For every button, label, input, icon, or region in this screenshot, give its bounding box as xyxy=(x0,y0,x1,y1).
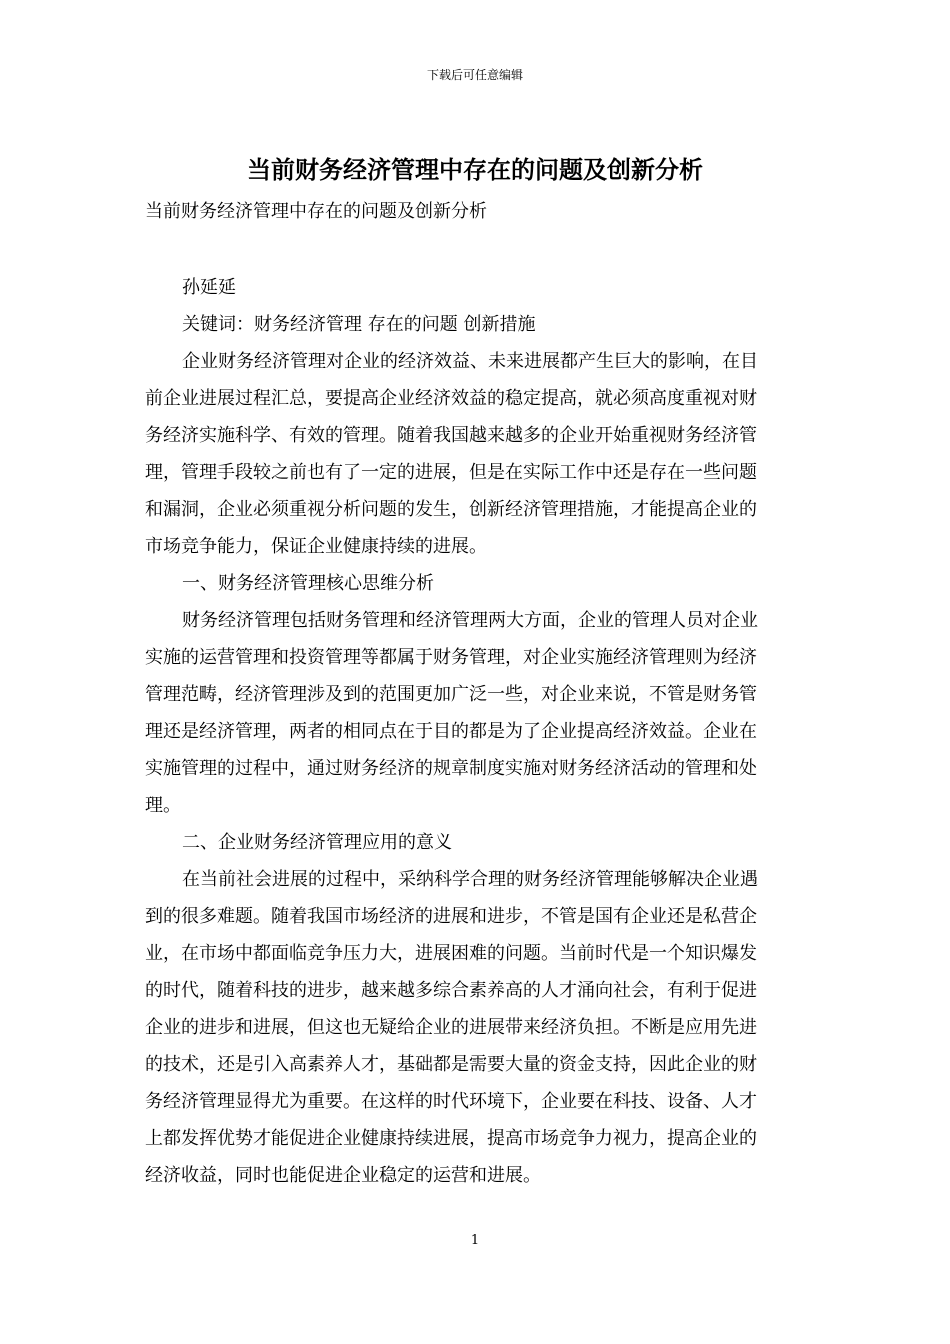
page-number: 1 xyxy=(470,1233,480,1248)
paragraph-line: 企业财务经济管理对企业的经济效益、未来进展都产生巨大的影响，在目 xyxy=(182,351,758,372)
paragraph-line: 和漏洞，企业必须重视分析问题的发生，创新经济管理措施，才能提高企业的 xyxy=(145,499,757,520)
paragraph-section-1 xyxy=(145,602,809,824)
header-note: 下载后可任意编辑 xyxy=(426,68,523,82)
author-line: 孙延延 xyxy=(182,277,236,298)
paragraph-line: 财务经济管理包括财务管理和经济管理两大方面，企业的管理人员对企业 xyxy=(182,610,758,631)
keywords-line: 关键词：财务经济管理 存在的问题 创新措施 xyxy=(182,314,536,335)
paragraph-line: 的时代，随着科技的进步，越来越多综合素养高的人才涌向社会，有利于促进 xyxy=(145,980,757,1001)
section-heading-1: 一、财务经济管理核心思维分析 xyxy=(182,573,434,594)
paragraph-line: 实施的运营管理和投资管理等都属于财务管理，对企业实施经济管理则为经济 xyxy=(145,647,757,668)
paragraph-line: 务经济实施科学、有效的管理。随着我国越来越多的企业开始重视财务经济管 xyxy=(145,425,757,446)
paragraph-section-2 xyxy=(145,861,809,1194)
paragraph-line: 实施管理的过程中，通过财务经济的规章制度实施对财务经济活动的管理和处 xyxy=(145,758,757,779)
paragraph-intro xyxy=(145,343,809,565)
paragraph-line: 的技术，还是引入高素养人才，基础都是需要大量的资金支持，因此企业的财 xyxy=(145,1054,757,1075)
paragraph-line: 理还是经济管理，两者的相同点在于目的都是为了企业提高经济效益。企业在 xyxy=(145,721,757,742)
paragraph-line: 市场竞争能力，保证企业健康持续的进展。 xyxy=(145,536,487,557)
paragraph-line: 经济收益，同时也能促进企业稳定的运营和进展。 xyxy=(145,1165,541,1186)
paragraph-line: 业，在市场中都面临竞争压力大，进展困难的问题。当前时代是一个知识爆发 xyxy=(145,943,757,964)
paragraph-line: 到的很多难题。随着我国市场经济的进展和进步，不管是国有企业还是私营企 xyxy=(145,906,757,927)
body-text xyxy=(145,269,809,1194)
paragraph-line: 理。 xyxy=(145,795,181,816)
paragraph-line: 务经济管理显得尤为重要。在这样的时代环境下，企业要在科技、设备、人才 xyxy=(145,1091,757,1112)
document-title: 当前财务经济管理中存在的问题及创新分析 xyxy=(247,156,703,184)
document-subtitle: 当前财务经济管理中存在的问题及创新分析 xyxy=(145,201,487,222)
section-heading-2: 二、企业财务经济管理应用的意义 xyxy=(182,832,452,853)
paragraph-line: 在当前社会进展的过程中，采纳科学合理的财务经济管理能够解决企业遇 xyxy=(182,869,758,890)
paragraph-line: 理，管理手段较之前也有了一定的进展，但是在实际工作中还是存在一些问题 xyxy=(145,462,757,483)
paragraph-line: 企业的进步和进展，但这也无疑给企业的进展带来经济负担。不断是应用先进 xyxy=(145,1017,757,1038)
paragraph-line: 管理范畴，经济管理涉及到的范围更加广泛一些，对企业来说，不管是财务管 xyxy=(145,684,757,705)
paragraph-line: 上都发挥优势才能促进企业健康持续进展，提高市场竞争力视力，提高企业的 xyxy=(145,1128,757,1149)
paragraph-line: 前企业进展过程汇总，要提高企业经济效益的稳定提高，就必须高度重视对财 xyxy=(145,388,757,409)
